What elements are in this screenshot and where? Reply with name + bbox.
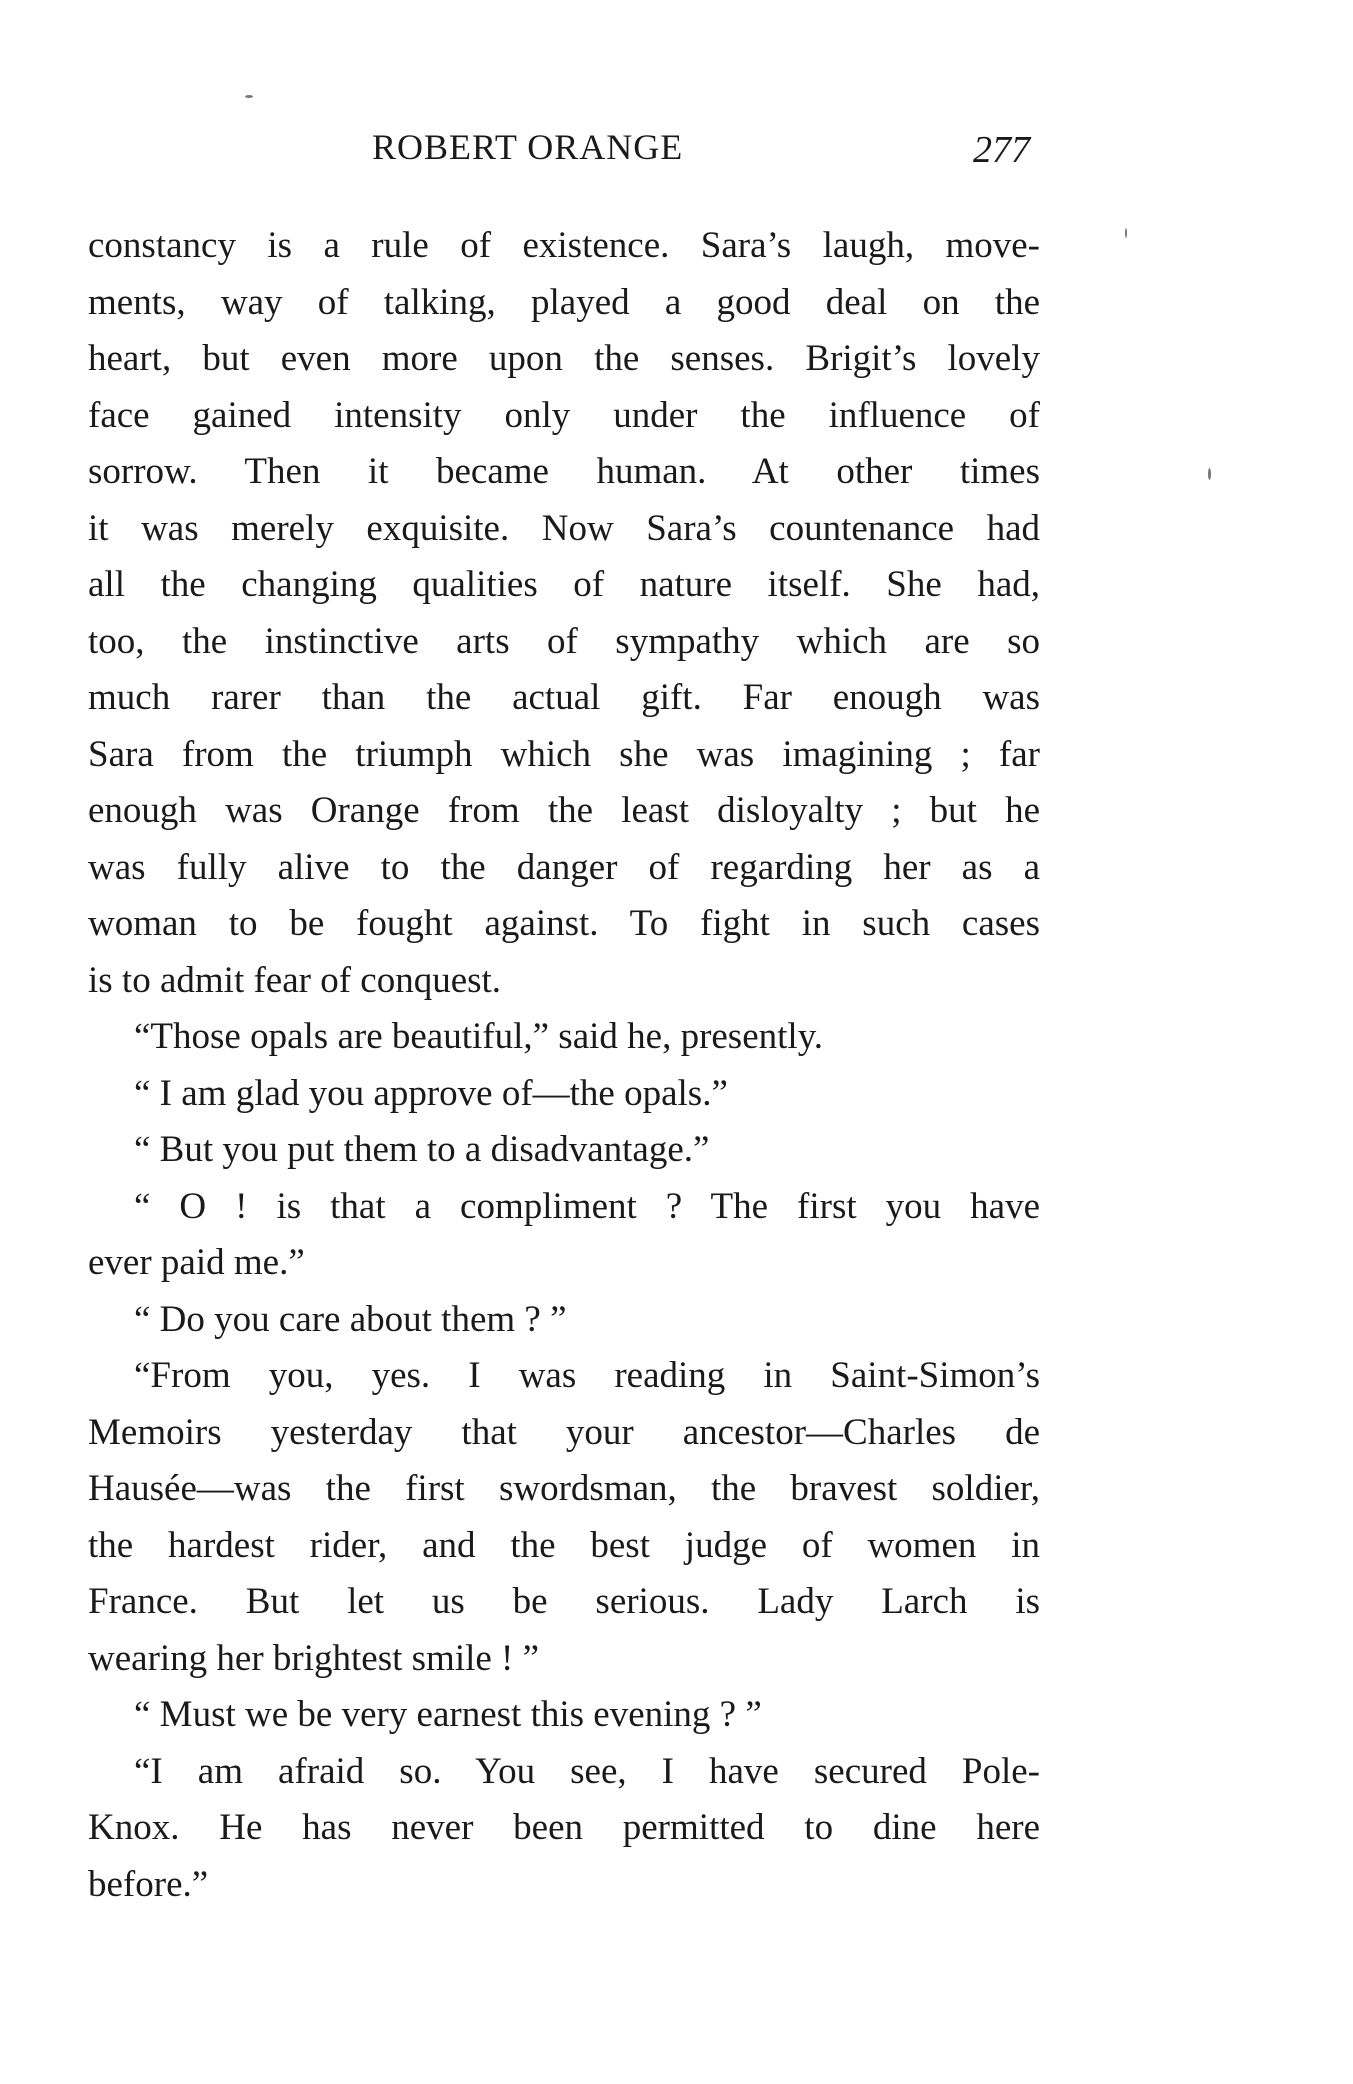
- text-line: before.”: [88, 1863, 209, 1905]
- text-line: Hausée—was the first swordsman, the bravest soldier,: [88, 1468, 1040, 1509]
- text-line: “From you, yes. I was reading in Saint-Simon’s: [134, 1355, 1040, 1396]
- text-line: “ But you put them to a disadvantage.”: [134, 1129, 710, 1170]
- text-line: France. But let us be serious. Lady Larch is: [88, 1581, 1040, 1622]
- text-line: Memoirs yesterday that your ancestor—Charles de: [88, 1411, 1040, 1453]
- scan-speck: [1208, 468, 1211, 480]
- running-title: ROBERT ORANGE: [372, 127, 684, 167]
- body-text: [88, 218, 1040, 1913]
- text-line: “Those opals are beautiful,” said he, presently.: [134, 1016, 824, 1057]
- scan-speck: [1125, 228, 1127, 238]
- text-line: enough was Orange from the least disloyalty ; but he: [88, 790, 1040, 831]
- text-line: Knox. He has never been permitted to dine here: [88, 1807, 1040, 1848]
- text-line: sorrow. Then it became human. At other times: [88, 451, 1040, 492]
- text-line: is to admit fear of conquest.: [88, 959, 502, 1001]
- text-line: constancy is a rule of existence. Sara’s laugh, move-: [88, 225, 1040, 266]
- text-line: ments, way of talking, played a good deal on the: [88, 281, 1040, 323]
- text-line: “ Do you care about them ? ”: [134, 1298, 567, 1340]
- text-line: too, the instinctive arts of sympathy which are so: [88, 620, 1040, 662]
- text-line: it was merely exquisite. Now Sara’s countenance had: [88, 507, 1040, 549]
- text-line: Sara from the triumph which she was imagining ; far: [88, 733, 1040, 775]
- text-line: face gained intensity only under the influence of: [88, 394, 1040, 436]
- text-line: was fully alive to the danger of regarding her as a: [88, 846, 1040, 888]
- text-line: “ O ! is that a compliment ? The first you have: [134, 1185, 1040, 1227]
- text-line: wearing her brightest smile ! ”: [88, 1637, 540, 1679]
- text-line: all the changing qualities of nature itself. She had,: [88, 564, 1040, 605]
- page-number: 277: [973, 129, 1030, 171]
- text-line: “ I am glad you approve of—the opals.”: [134, 1072, 728, 1114]
- text-line: the hardest rider, and the best judge of women in: [88, 1524, 1040, 1566]
- text-line: much rarer than the actual gift. Far enough was: [88, 677, 1040, 718]
- text-line: “I am afraid so. You see, I have secured Pole-: [134, 1750, 1040, 1792]
- text-line: “ Must we be very earnest this evening ? ”: [134, 1694, 762, 1735]
- text-line: ever paid me.”: [88, 1242, 305, 1283]
- text-line: woman to be fought against. To fight in such cases: [88, 903, 1040, 944]
- text-line: heart, but even more upon the senses. Brigit’s lovely: [88, 338, 1040, 379]
- scan-speck: [245, 95, 253, 98]
